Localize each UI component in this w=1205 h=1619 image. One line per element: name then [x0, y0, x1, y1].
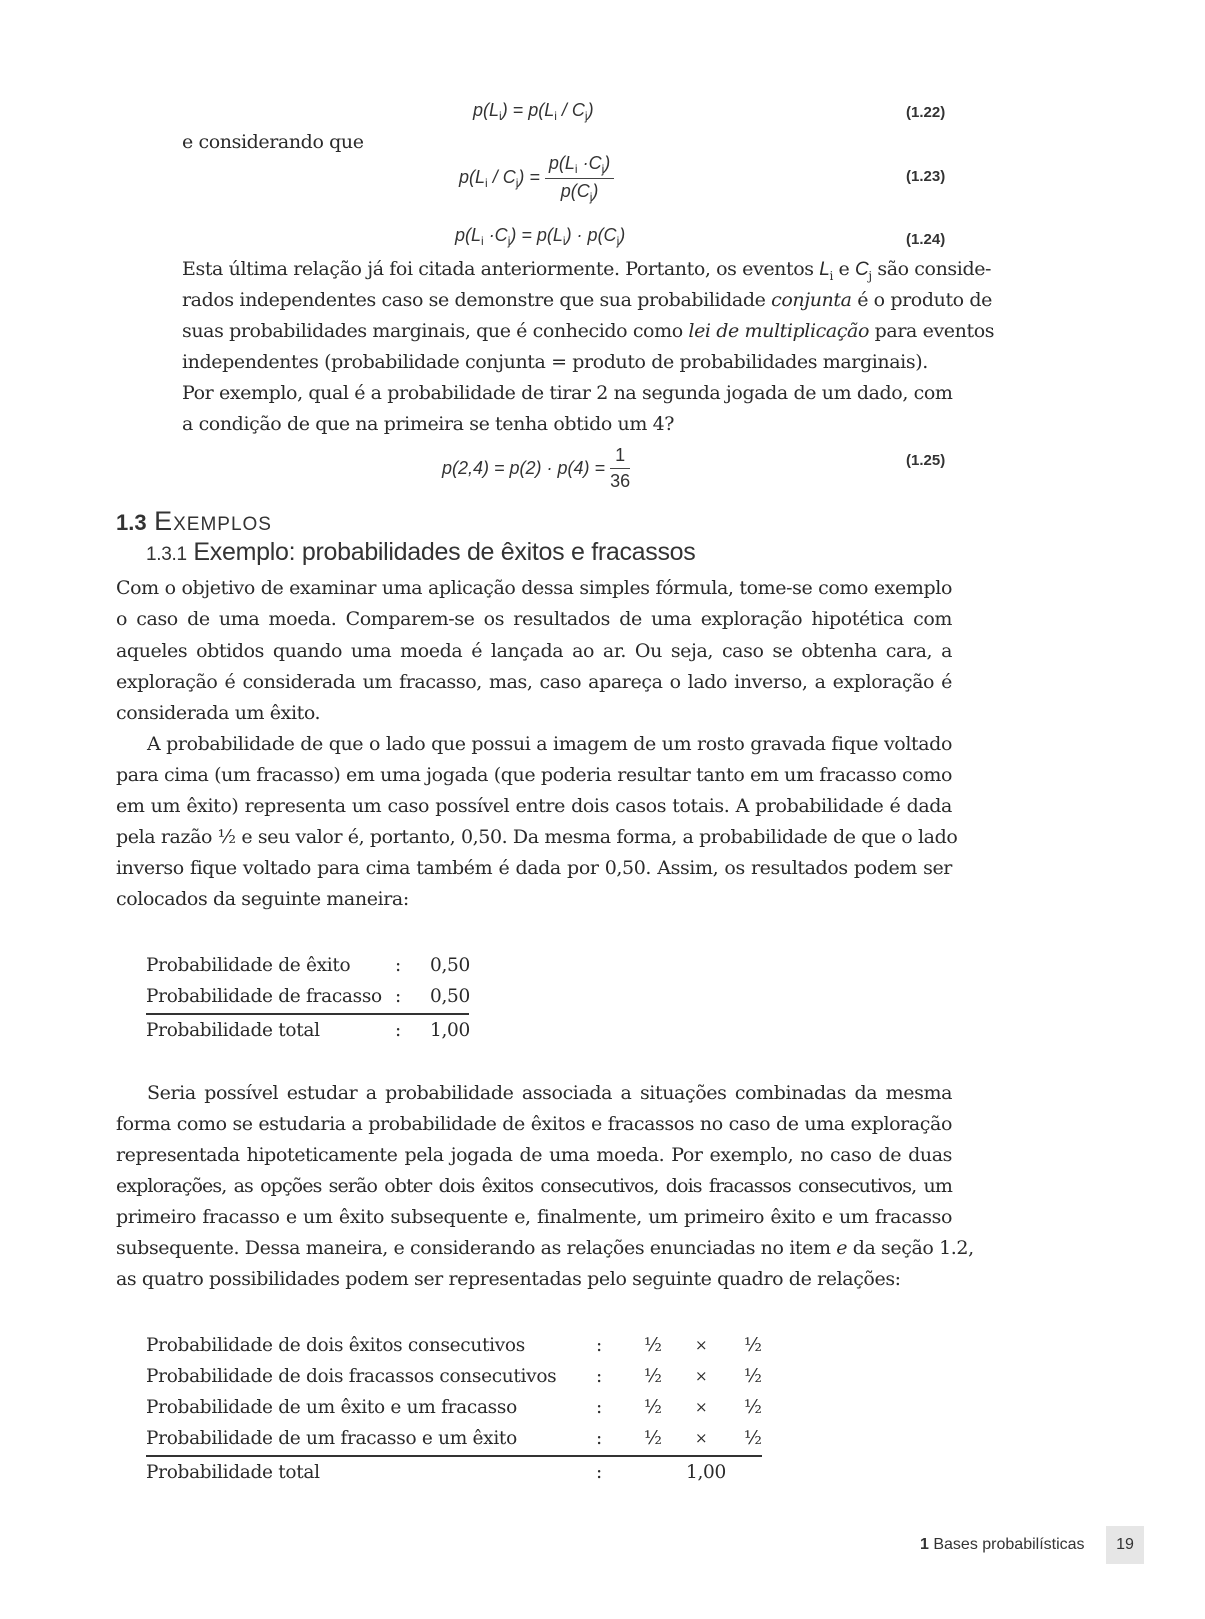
eq-sub: i	[554, 109, 557, 123]
equation-1-24	[455, 225, 625, 248]
page-number: 19	[1106, 1526, 1144, 1564]
row-label: Probabilidade de dois fracassos consecutivos	[146, 1366, 557, 1387]
eq-text: / C	[556, 100, 585, 120]
text: subsequente. Dessa maneira, e considerando as relações enunciadas no item	[116, 1237, 837, 1259]
multiply-sign: ×	[695, 1429, 708, 1447]
eq-sub: j	[616, 234, 620, 248]
eq-text: )	[619, 225, 626, 245]
paragraph-line	[182, 320, 995, 342]
eq-sub: j	[584, 109, 588, 123]
math-var: C	[855, 259, 869, 280]
text: Esta última relação já foi citada anteriormente. Portanto, os eventos	[182, 258, 820, 280]
equation-number: (1.22)	[906, 104, 946, 121]
subsection-title: Exemplo: probabilidades de êxitos e fracassos	[193, 538, 696, 566]
eq-text: )	[592, 181, 599, 201]
factor-b: ½	[744, 1397, 762, 1418]
paragraph-line: primeiro fracasso e um êxito subsequente e, finalmente, um primeiro êxito e um fracasso	[116, 1206, 952, 1228]
row-label: Probabilidade de dois êxitos consecutivos	[146, 1335, 525, 1356]
eq-text: p(L	[548, 153, 575, 173]
multiply-sign: ×	[695, 1398, 708, 1416]
row-value: 1,00	[430, 1020, 470, 1041]
equation-number: (1.25)	[906, 452, 946, 469]
fraction	[545, 153, 614, 204]
equation-1-25	[442, 445, 630, 492]
row-separator: :	[596, 1335, 602, 1356]
eq-text: ) · p(C	[565, 225, 617, 245]
equation-number: (1.23)	[906, 168, 946, 185]
paragraph-line: independentes (probabilidade conjunta = produto de probabilidades marginais).	[182, 351, 928, 373]
subsection-number: 1.3.1	[146, 544, 187, 565]
eq-sub: j	[601, 162, 605, 176]
eq-text: ·C	[577, 153, 602, 173]
paragraph-line: considerada um êxito.	[116, 702, 321, 724]
emphasis: conjunta	[771, 289, 852, 311]
eq-text: p(L	[473, 100, 500, 120]
factor-a: ½	[644, 1397, 662, 1418]
row-label: Probabilidade total	[146, 1462, 320, 1483]
row-value: 0,50	[430, 955, 470, 976]
fraction-denominator: 36	[610, 471, 631, 491]
factor-a: ½	[644, 1366, 662, 1387]
row-value: 0,50	[430, 986, 470, 1007]
eq-sub: i	[481, 234, 484, 248]
factor-b: ½	[744, 1428, 762, 1449]
text: suas probabilidades marginais, que é conhecido como	[182, 320, 689, 342]
row-separator: :	[596, 1462, 602, 1483]
paragraph-line: o caso de uma moeda. Comparem-se os resultados de uma exploração hipotética com	[116, 608, 952, 630]
fraction-numerator	[545, 153, 614, 179]
eq-text: p(C	[560, 181, 590, 201]
fraction-denominator	[545, 179, 614, 204]
row-separator: :	[596, 1397, 602, 1418]
text: da seção 1.2,	[847, 1237, 974, 1259]
emphasis: lei de multiplicação	[688, 320, 870, 342]
row-separator: :	[395, 1020, 401, 1041]
text: para eventos	[869, 320, 995, 342]
subsection-heading	[146, 538, 696, 567]
intro-line: e considerando que	[182, 131, 364, 153]
equation-1-23	[459, 153, 614, 204]
row-separator: :	[596, 1428, 602, 1449]
chapter-number: 1	[920, 1536, 929, 1553]
row-label: Probabilidade de fracasso	[146, 986, 382, 1007]
paragraph-line: pela razão ½ e seu valor é, portanto, 0,50. Da mesma forma, a probabilidade de que o lado	[116, 826, 958, 848]
paragraph-line: Por exemplo, qual é a probabilidade de tirar 2 na segunda jogada de um dado, com	[182, 382, 953, 404]
paragraph-line: aqueles obtidos quando uma moeda é lançada ao ar. Ou seja, caso se obtenha cara, a	[116, 640, 952, 662]
equation-number: (1.24)	[906, 231, 946, 248]
eq-sub: j	[868, 268, 872, 283]
paragraph-line: A probabilidade de que o lado que possui a imagem de um rosto gravada fique voltado	[147, 733, 952, 755]
eq-sub: i	[485, 176, 488, 190]
fraction-numerator: 1	[610, 445, 630, 469]
multiply-sign: ×	[695, 1336, 708, 1354]
eq-sub: j	[507, 234, 511, 248]
eq-sub: i	[574, 162, 578, 176]
row-label: Probabilidade de êxito	[146, 955, 351, 976]
row-value: 1,00	[686, 1462, 726, 1483]
paragraph-line	[182, 258, 992, 283]
eq-sub: i	[499, 109, 502, 123]
eq-sub: j	[515, 176, 519, 190]
eq-text: p(2,4) = p(2) · p(4) =	[442, 458, 606, 478]
paragraph-line: Seria possível estudar a probabilidade associada a situações combinadas da mesma	[147, 1082, 952, 1104]
paragraph-line: inverso fique voltado para cima também é dada por 0,50. Assim, os resultados podem ser	[116, 857, 952, 879]
paragraph-line: colocados da seguinte maneira:	[116, 888, 409, 910]
paragraph-line	[116, 1237, 974, 1259]
eq-text: p(L	[455, 225, 482, 245]
paragraph-line: explorações, as opções serão obter dois êxitos consecutivos, dois fracassos consecutivos, um	[116, 1175, 952, 1197]
section-number: 1.3	[116, 510, 147, 535]
probability-table-1	[146, 950, 476, 1050]
paragraph-line: Com o objetivo de examinar uma aplicação dessa simples fórmula, tome-se como exemplo	[116, 577, 952, 599]
eq-text: ·C	[483, 225, 508, 245]
eq-text: ) = p(L	[501, 100, 555, 120]
text: é o produto de	[851, 289, 992, 311]
row-separator: :	[596, 1366, 602, 1387]
eq-sub: i	[829, 268, 833, 283]
paragraph-line: representada hipoteticamente pela jogada de uma moeda. Por exemplo, no caso de duas	[116, 1144, 952, 1166]
equation-1-22	[473, 100, 594, 123]
row-separator: :	[395, 955, 401, 976]
section-title: Exemplos	[154, 506, 272, 536]
eq-text: ) =	[518, 167, 540, 187]
probability-table-2	[146, 1330, 766, 1490]
eq-sub: j	[589, 190, 593, 204]
factor-a: ½	[644, 1335, 662, 1356]
text: são conside-	[871, 258, 992, 280]
math-var: L	[819, 259, 830, 280]
paragraph-line: forma como se estudaria a probabilidade de êxitos e fracassos no caso de uma exploração	[116, 1113, 952, 1135]
row-label: Probabilidade de um êxito e um fracasso	[146, 1397, 517, 1418]
eq-text: p(L	[459, 167, 486, 187]
paragraph-line: em um êxito) representa um caso possível entre dois casos totais. A probabilidade é dada	[116, 795, 952, 817]
factor-b: ½	[744, 1366, 762, 1387]
paragraph-line: as quatro possibilidades podem ser representadas pelo seguinte quadro de relações:	[116, 1268, 901, 1290]
eq-text: ) = p(L	[510, 225, 563, 245]
eq-text: )	[604, 153, 611, 173]
running-footer	[920, 1536, 1085, 1554]
text: e	[832, 258, 856, 280]
multiply-sign: ×	[695, 1367, 708, 1385]
paragraph-line: para cima (um fracasso) em uma jogada (que poderia resultar tanto em um fracasso como	[116, 764, 952, 786]
eq-sub: i	[562, 234, 566, 248]
paragraph-line: a condição de que na primeira se tenha obtido um 4?	[182, 413, 675, 435]
eq-text: )	[587, 100, 594, 120]
factor-b: ½	[744, 1335, 762, 1356]
chapter-title: Bases probabilísticas	[933, 1536, 1085, 1553]
row-separator: :	[395, 986, 401, 1007]
eq-text: / C	[487, 167, 516, 187]
text: rados independentes caso se demonstre que sua probabilidade	[182, 289, 772, 311]
paragraph-line: exploração é considerada um fracasso, mas, caso apareça o lado inverso, a exploração é	[116, 671, 952, 693]
paragraph-line	[182, 289, 992, 311]
row-label: Probabilidade total	[146, 1020, 320, 1041]
factor-a: ½	[644, 1428, 662, 1449]
section-heading	[116, 506, 272, 537]
emphasis: e	[836, 1237, 848, 1259]
row-label: Probabilidade de um fracasso e um êxito	[146, 1428, 517, 1449]
fraction	[610, 445, 630, 492]
